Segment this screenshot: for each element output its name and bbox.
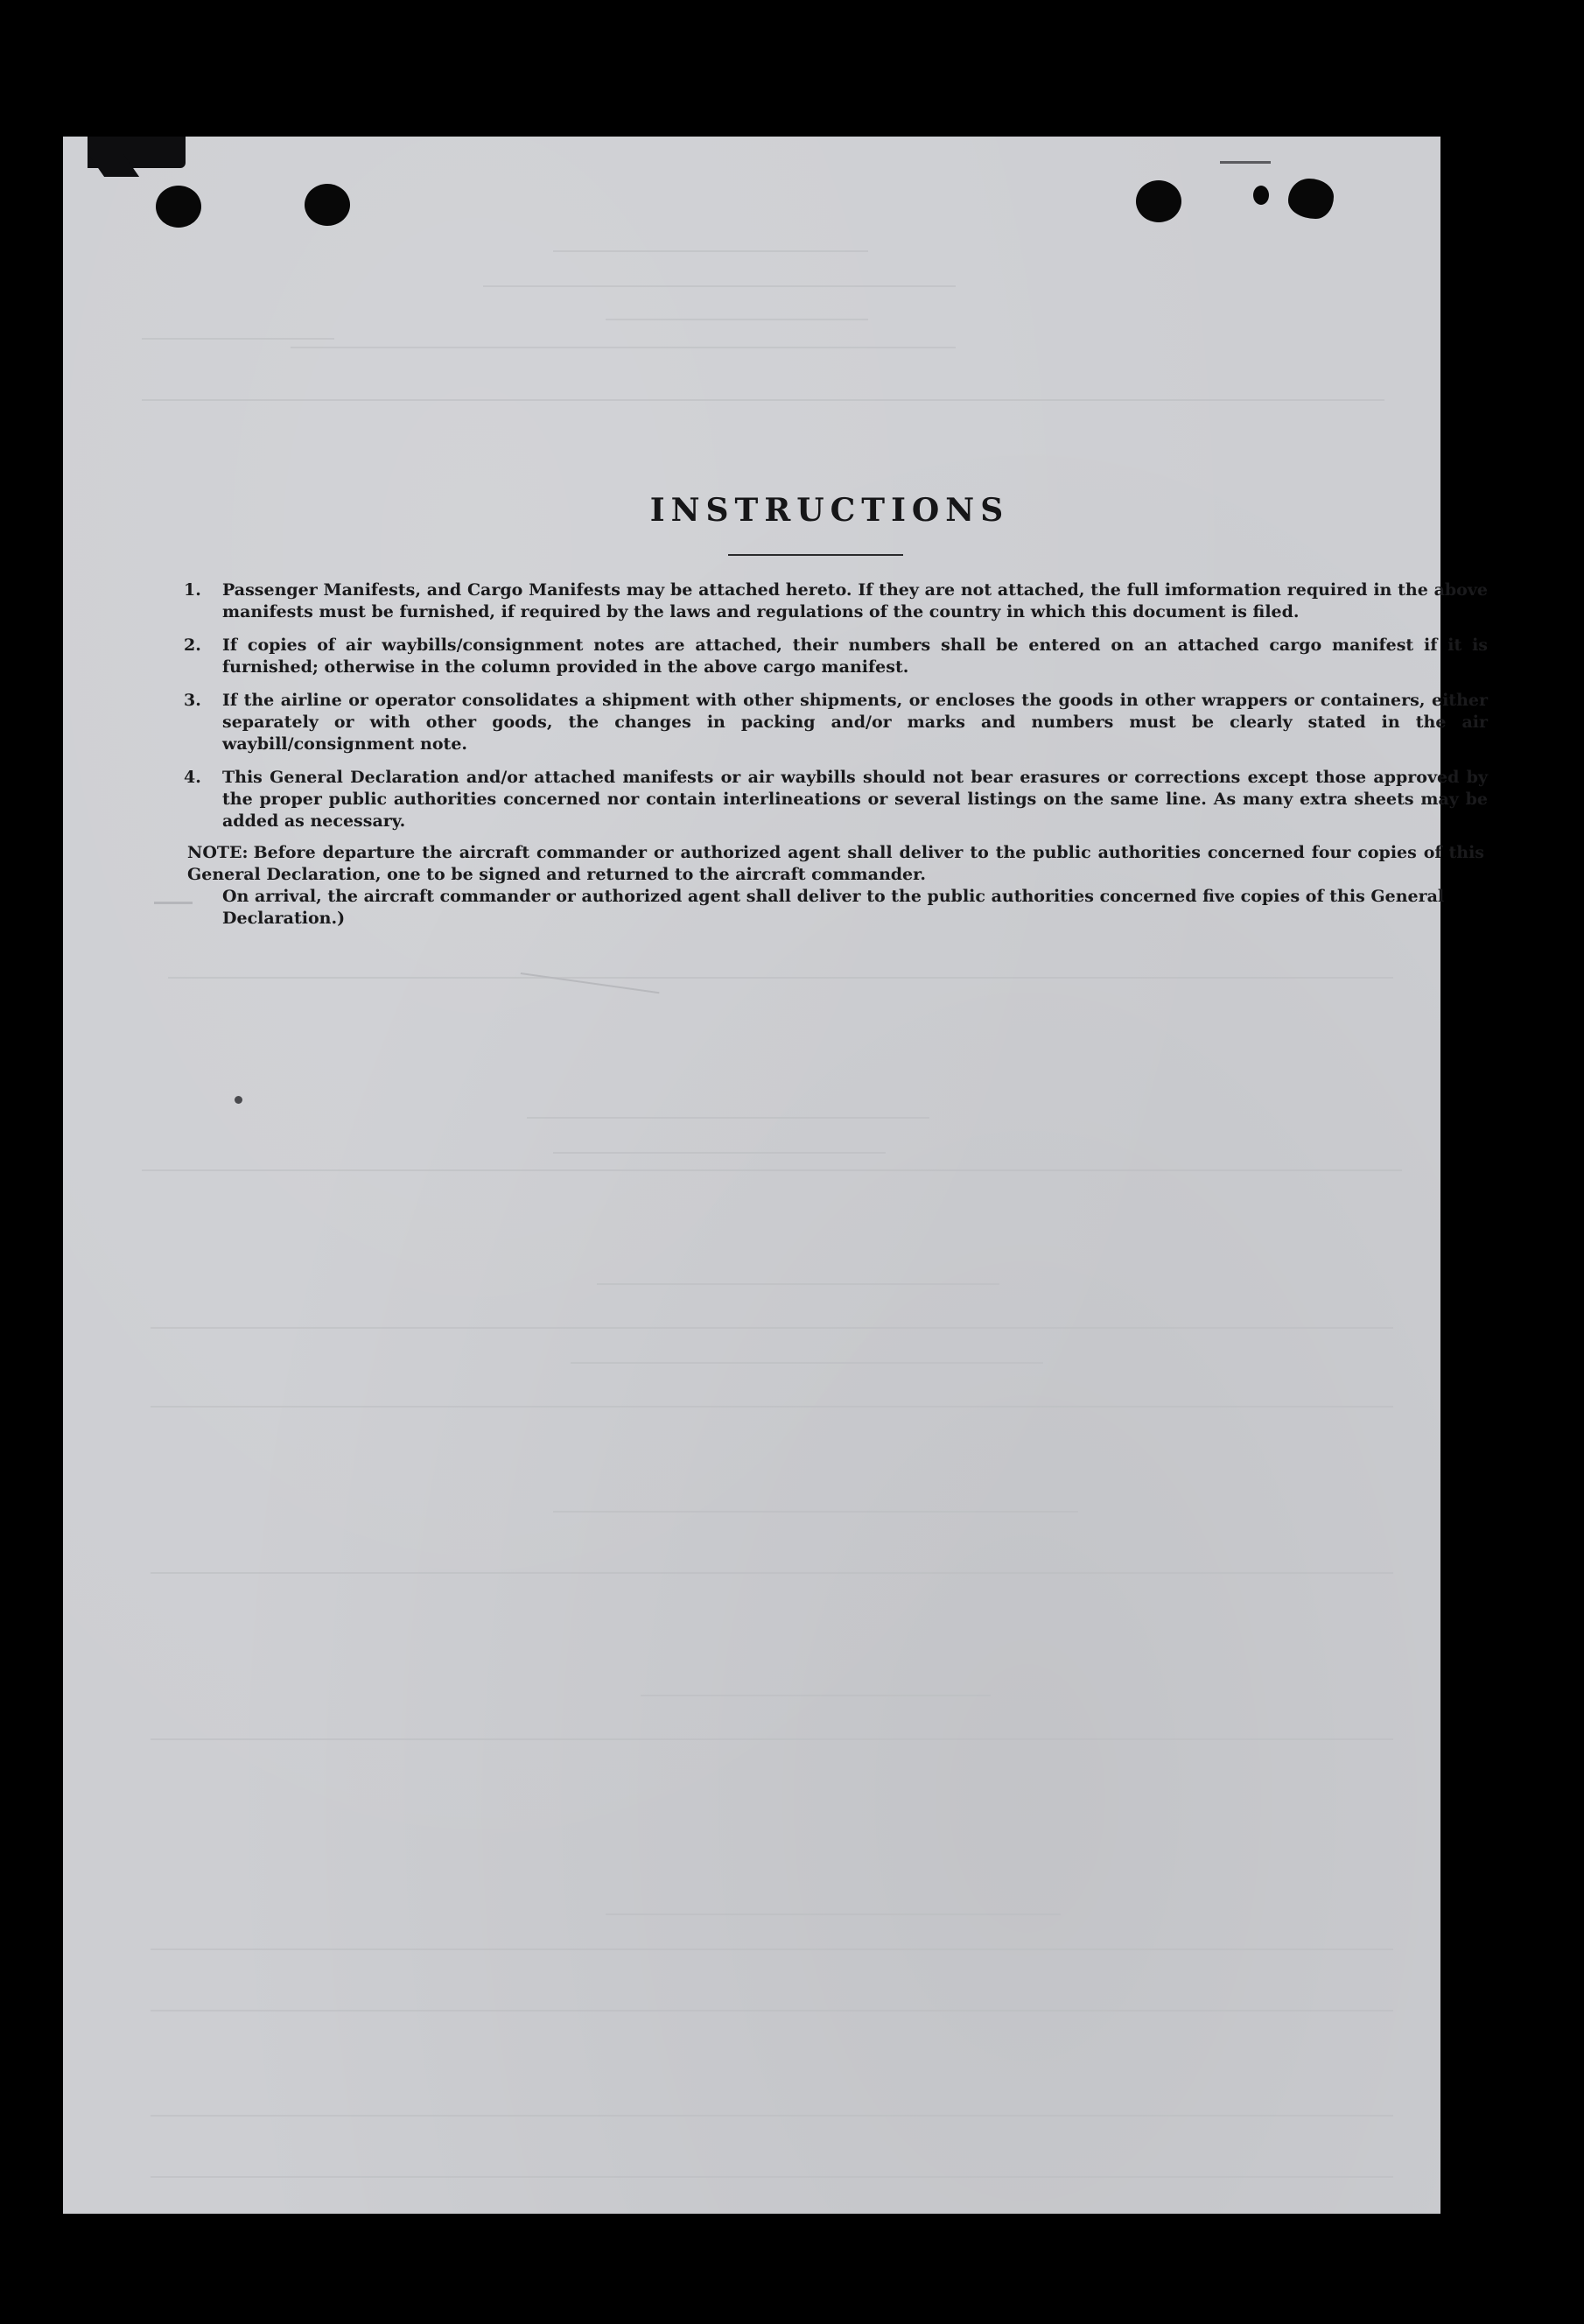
note-arrival-line2: Declaration.) [222, 909, 346, 928]
title-underline [728, 554, 903, 556]
item-number: 4. [184, 768, 201, 787]
punch-hole-icon [1253, 186, 1269, 205]
bleed-through-mark [151, 1327, 1393, 1329]
item-text: Passenger Manifests, and Cargo Manifests may be attached hereto. If they are not attached, the full imformation required in the above manifests must be furnished, if required by the laws and regulations of the country in which this document is filed. [222, 580, 1488, 621]
document-sheet [63, 137, 1488, 2214]
note-departure [187, 842, 1484, 886]
punch-hole-icon [1288, 179, 1334, 219]
item-text: If the airline or operator consolidates a shipment with other shipments, or encloses the goods in other wrappers or containers, either separately or with other goods, the changes in packing and/or marks and numbers must be clearly stated in the air waybill/consignment note. [222, 691, 1488, 754]
note-departure-text: Before departure the aircraft commander or authorized agent shall deliver to the public authorities concerned four copies of this General Declaration, one to be signed and returned to the aircraft commander. [187, 843, 1484, 884]
bleed-through-mark [151, 2176, 1393, 2178]
bleed-through-mark [517, 972, 660, 1020]
bleed-through-mark [151, 2115, 1393, 2117]
corner-pencil-mark [1220, 152, 1271, 164]
list-item [184, 690, 1488, 755]
bleed-through-mark [151, 1948, 1393, 1950]
page-title: INSTRUCTIONS [649, 492, 1010, 529]
note-label: NOTE: [187, 843, 249, 862]
bleed-through-mark [606, 319, 868, 320]
bleed-through-mark [291, 347, 956, 348]
bleed-through-mark [553, 1152, 886, 1154]
list-item [184, 635, 1488, 678]
punch-hole-icon [305, 184, 350, 226]
bleed-through-mark [571, 1362, 1043, 1364]
bleed-through-mark [142, 399, 1384, 401]
instructions-list [184, 579, 1488, 844]
bleed-through-mark [553, 250, 868, 252]
note-arrival-line1: On arrival, the aircraft commander or authorized agent shall deliver to the public authorities concerned five copies of this General [222, 887, 1445, 906]
item-number: 2. [184, 635, 201, 655]
bleed-through-mark [142, 338, 334, 340]
list-item [184, 579, 1488, 623]
list-item [184, 767, 1488, 832]
bleed-through-mark [168, 977, 1393, 979]
bleed-through-mark [527, 1117, 929, 1119]
bleed-through-mark [553, 1511, 1078, 1513]
bleed-through-mark [151, 1406, 1393, 1408]
punch-hole-icon [1136, 180, 1181, 222]
bleed-through-mark [606, 1913, 1061, 1915]
item-number: 3. [184, 691, 201, 710]
item-text: This General Declaration and/or attached manifests or air waybills should not bear erasures or corrections except those approved by the proper public authorities concerned nor contain interlineations or several listings on the same line. As many extra sheets may be added as necessary. [222, 768, 1488, 831]
bleed-through-mark [483, 285, 956, 287]
punch-hole-icon [156, 186, 201, 228]
note-block [187, 842, 1484, 930]
ink-dot [235, 1096, 242, 1104]
bleed-through-mark [142, 1169, 1402, 1171]
bleed-through-mark [151, 1738, 1393, 1740]
bleed-through-mark [151, 2010, 1393, 2012]
bleed-through-mark [641, 1695, 991, 1696]
item-text: If copies of air waybills/consignment notes are attached, their numbers shall be entered on an attached cargo manifest if it is furnished; otherwise in the column provided in the above cargo manifest. [222, 635, 1488, 677]
item-number: 1. [184, 580, 201, 600]
bleed-through-mark [597, 1283, 999, 1285]
binding-tab-mark [88, 137, 186, 168]
bleed-through-mark [151, 1572, 1393, 1574]
